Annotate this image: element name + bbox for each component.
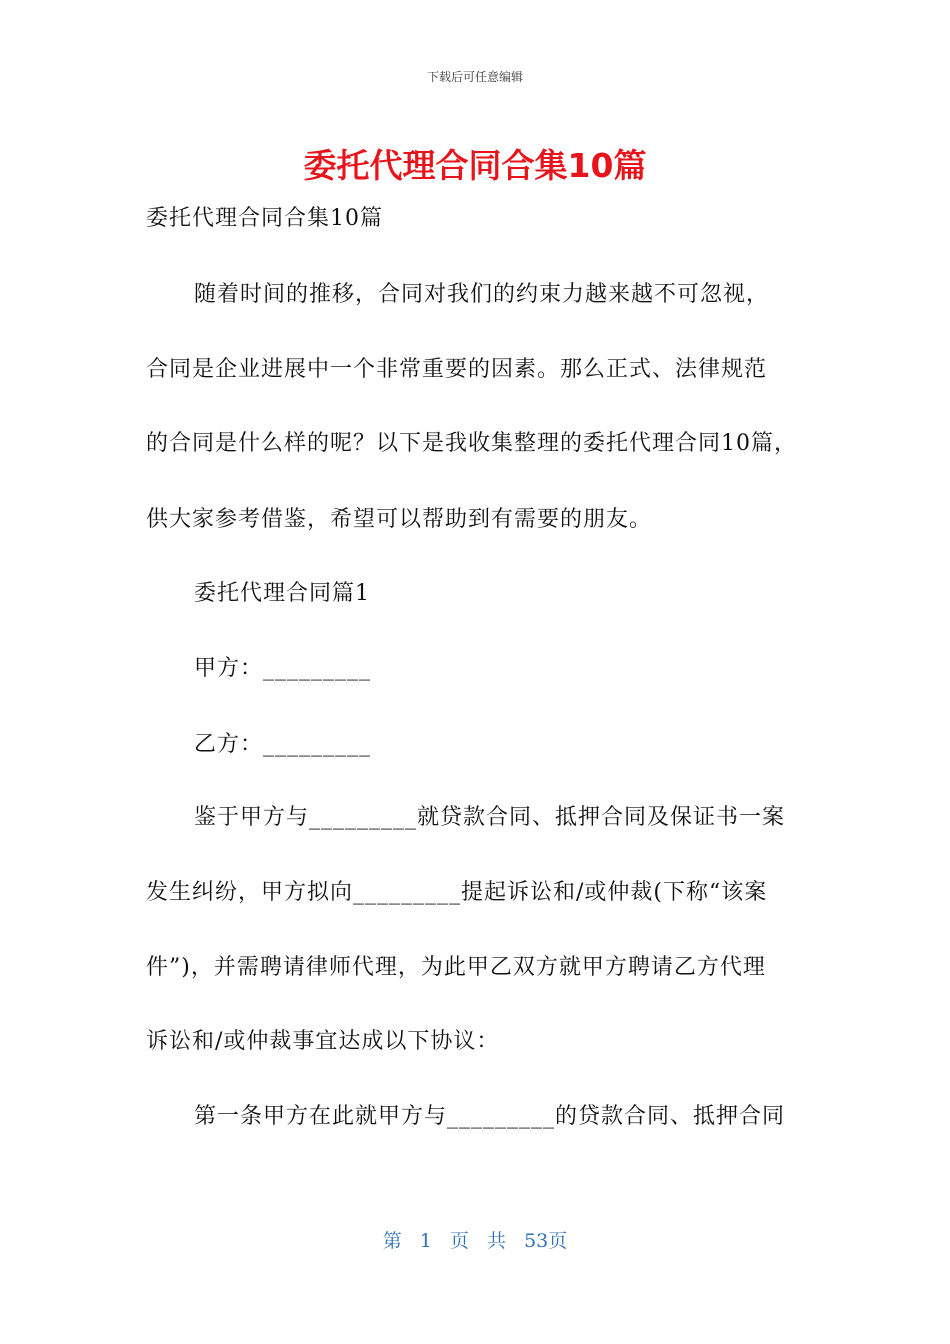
paragraph-line: 合同是企业进展中一个非常重要的因素。那么正式、法律规范 <box>146 357 768 382</box>
section-heading: 委托代理合同篇1 <box>194 581 370 606</box>
paragraph-line: 供大家参考借鉴，希望可以帮助到有需要的朋友。 <box>146 507 653 532</box>
paragraph-line: 的合同是什么样的呢？以下是我收集整理的委托代理合同10篇， <box>146 431 797 456</box>
paragraph-line: 随着时间的推移，合同对我们的约束力越来越不可忽视， <box>194 282 770 307</box>
paragraph-line: 第一条甲方在此就甲方与_________的贷款合同、抵押合同 <box>194 1104 786 1129</box>
paragraph-line: 件”)，并需聘请律师代理，为此甲乙双方就甲方聘请乙方代理 <box>146 955 766 980</box>
footer-page-word: 页 <box>449 1230 469 1252</box>
subtitle-line: 委托代理合同合集10篇 <box>146 206 383 231</box>
total-pages: 53页 <box>524 1230 568 1252</box>
current-page-number: 1 <box>419 1230 432 1252</box>
party-a-line: 甲方：_________ <box>194 656 372 681</box>
footer-total-word: 共 <box>487 1230 507 1252</box>
paragraph-line: 发生纠纷，甲方拟向_________提起诉讼和/或仲裁(下称“该案 <box>146 880 768 905</box>
party-b-line: 乙方：_________ <box>194 732 372 757</box>
paragraph-line: 诉讼和/或仲裁事宜达成以下协议： <box>146 1029 500 1054</box>
header-note: 下载后可任意编辑 <box>426 70 523 84</box>
footer-prefix: 第 <box>382 1230 402 1252</box>
paragraph-line: 鉴于甲方与_________就贷款合同、抵押合同及保证书一案 <box>194 805 786 830</box>
document-title: 委托代理合同合集10篇 <box>303 146 647 185</box>
page-footer <box>0 1226 950 1253</box>
